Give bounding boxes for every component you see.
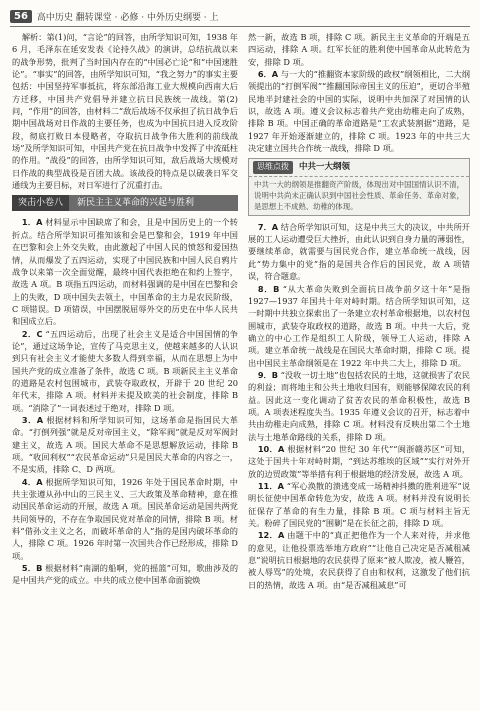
answer-number: 6．A — [257, 69, 279, 80]
banner-title: 新民主主义革命的兴起与胜利 — [69, 195, 238, 211]
section-banner — [12, 195, 238, 211]
answer-item — [12, 216, 238, 327]
answer-item — [248, 221, 470, 283]
answer-number: 8．B — [257, 283, 280, 294]
tip-body: 中共一大的纲领是推翻资产阶级，体现出对中国国情认识不清，说明中共尚未正确认识到中国社会性质、革命任务、革命对象，是思想上不成熟、幼稚的体现。 — [254, 179, 464, 211]
page-header — [10, 8, 219, 24]
answer-text: 材料显示中国缺席了和会，且是中国历史上的一个转折点。结合所学知识可推知该和会是巴黎和会，1919 年中国在巴黎和会上外交失败，由此激起了中国人民的愤怒和爱国热情，从而爆发了五四运动，实现了中国民族和中国人民自鸦片战争以来第一次全面觉醒，最终中国代表拒绝在和约上签字，故选 A 项。B 项指五四运动，而材料强调的是中国在巴黎和会上的失败，D 项中国失去领土，中国革命的主力是农民阶级，C 项错误。D 项错误，中国摆脱屈辱外交的历史在中华人民共和国成立后。 — [12, 217, 238, 327]
banner-label: 突击小卷八 — [12, 195, 69, 211]
page-number: 56 — [10, 10, 32, 23]
answer-text: 根据材料“南湖的船啊，党的摇篮”可知，歌曲涉及的是中国共产党的成立。中共的成立使中国革命面貌焕 — [12, 563, 239, 586]
answer-item — [248, 283, 470, 369]
answer-item — [12, 328, 238, 414]
answer-item — [248, 369, 470, 443]
answer-number: 2．C — [21, 328, 43, 339]
answer-item — [248, 529, 470, 591]
answer-number: 11．A — [257, 481, 285, 491]
answer-item — [12, 562, 238, 587]
answer-item — [12, 414, 238, 476]
answer-text: 结合所学知识可知，这是中共三大的决议，中共所开展的工人运动遭受巨大挫折，由此认识到自身力量的薄弱性，要继续革命，就需要与国民党合作，建立革命统一战线，因此“势力集中的党”指的是国共合作后的国民党，故 A 项错误，符合题意。 — [248, 221, 470, 282]
answer-number: 4．A — [21, 476, 43, 487]
answer-text: 与一大的“推翻资本家阶级的政权”纲领相比，二大纲领提出的“打倒军阀”“推翻国际帝国主义的压迫”，更切合半殖民地半封建社会的中国的实际，说明中共加深了对国情的认识，故选 A 项。遵义会议标志着共产党由幼稚走向了成熟，排除 B 项。中国正确的革命道路是“工农武装割据”道路，是 1927 年开始逐渐建立的，排除 C 项。1923 年的中共三大决定建立国共合作统一战线，排除 D 项。 — [248, 69, 470, 154]
answer-number: 3．A — [21, 414, 44, 425]
answer-number: 1．A — [21, 217, 43, 228]
answer-number: 5．B — [21, 563, 43, 574]
answer-number: 7．A — [257, 221, 279, 232]
answer-text: 根据所学知识可知，1926 年处于国民革命时期，中共主张遵从孙中山的三民主义、三大政策及革命精神，意在推动国民革命运动的开展，故选 A 项。国民革命运动是国共两党共同领导的，不存在争取国民党对革命的同情，排除 B 项。材料“借孙文主义之名，而破坏革命的人”指的是国内破坏革命的人，排除 C 项。1926 年时第一次国共合作已经形成，排除 D 项。 — [12, 476, 238, 561]
left-column — [12, 31, 238, 587]
answer-continuation: 然一新，故选 B 项，排除 C 项。新民主主义革命的开端是五四运动，排除 A 项。红军长征的胜利使中国革命从此转危为安，排除 D 项。 — [248, 32, 470, 67]
analysis-paragraph: 解析：第(1)问，“言论”的回答，由所学知识可知，1938 年 6 月，毛泽东在延安发表《论持久战》的演讲，总结抗战以来的战争形势，批判了当时国内存在的“中国必亡论”和“中国速胜论”。“事实”的回答，由所学知识可知，“我之努力”的事实主要包括：中国坚持军事抵抗，将东部沿海工业大规模向西南大后方迁移，中国共产党倡导并建立抗日民族统一战线。第(2)问，“作用”的回答，由材料二“敌后战场不仅承担了抗日战争后期中国战场对日作战的主要任务，也成为中国抗日进入反攻阶段，彻底打败日本侵略者，夺取抗日战争伟大胜利的前线战场”及所学知识可知，中国共产党在抗日战争中发挥了中流砥柱的作用。“战役”的回答，由所学知识可知，敌后战场大规模对日作战的典型战役是百团大战。该战役的特点是以破袭日军交通线为主要目标，对日军进行了沉重打击。 — [12, 32, 238, 191]
answer-text: “军心涣散的溃逃变成一场精神抖擞的胜利进军”说明长征使中国革命转危为安，故选 A 项。材料并没有说明长征保存了革命的有生力量，排除 B 项。C 项与材料主旨无关。粉碎了国民党的“围剿”是在长征之前，排除 D 项。 — [248, 481, 471, 529]
answer-item — [12, 476, 238, 562]
answer-number: 10．A — [257, 443, 285, 454]
answer-item — [248, 480, 470, 529]
answer-number: 9．B — [257, 369, 279, 380]
tip-tag: 思维点拨 — [253, 161, 293, 173]
answer-text: “没收一切土地”也包括农民的土地，这就损害了农民的利益；而将地主和公共土地收归国有，则能够保障农民的利益。因此这一变化调动了贫苦农民的革命积极性，故选 B 项。A 项表述程度失当。1935 年遵义会议的召开，标志着中共由幼稚走向成熟，排除 C 项。材料没有反映出第二个土地法与土地革命路线的关系，排除 D 项。 — [248, 369, 470, 442]
answer-text: 根据材料和所学知识可知，这场革命是指国民大革命。“打倒列强”就是反对帝国主义，“除军阀”就是反对军阀封建主义，故选 A 项。国民大革命不是思想解放运动，排除 B 项。“收回利权”“农民革命运动”只是国民大革命的内容之一，不是实质，排除 C、D 两项。 — [12, 414, 238, 475]
answer-item — [248, 443, 470, 480]
answer-text: 由题干中的“真正把他作为一个人来对待，并求他的意见，让他投票选举地方政府”“让他自己决定是否减租减息”说明抗日根据地的农民获得了原来“被人欺凌，被人鞭笞，被人辱骂”的处境，农民获得了自由和权利，这激发了他们抗日的热情，故选 A 项。由“是否减租减息”可 — [248, 530, 470, 590]
right-column — [248, 31, 470, 591]
answer-text: “从大革命失败到全面抗日战争前夕这十年”是指 1927—1937 年国共十年对峙时期。结合所学知识可知，这一时期中共独立探索出了一条建立农村革命根据地，以农村包围城市，武装夺取政权的道路，故选 B 项。中共一大后，党确立的中心工作是组织工人阶级，领导工人运动，排除 A 项。建立革命统一战线是在国民大革命时期，排除 C 项。提出中国民主革命纲领是在 1922 年中共二大上，排除 D 项。 — [248, 283, 471, 368]
answer-number: 12．A — [257, 530, 285, 541]
running-title: 高中历史 翻转课堂 · 必修 · 中外历史纲要 · 上 — [36, 12, 219, 23]
thinking-tip-box — [248, 158, 470, 215]
answer-text: 根据材料“20 世纪 30 年代”“闽浙赣苏区”可知，这处于国共十年对峙时期，“到达苏维埃的区域”“实行对外开放的边贸政策”等举措有利于根据地的经济发展，故选 A 项。 — [248, 443, 471, 479]
tip-header — [249, 159, 469, 176]
header-rule — [10, 26, 470, 27]
tip-title: 中共一大纲领 — [299, 162, 351, 173]
answer-text: “五四运动后，出现了社会主义是适合中国国情的争论”，通过这场争论，宣传了马克思主义，使越来越多的人认识到只有社会主义才能使大多数人得到幸福，从而在思想上为中国共产党的成立准备了条件，故选 C 项。B 项新民主主义革命的道路是农村包围城市，武装夺取政权，开辟于 20 世纪 20 年代末，排除 A 项。材料并未提及欧美的社会制度，排除 B 项。“消除了”一词表述过于绝对，排除 D 项。 — [12, 328, 238, 413]
answer-item — [248, 68, 470, 154]
